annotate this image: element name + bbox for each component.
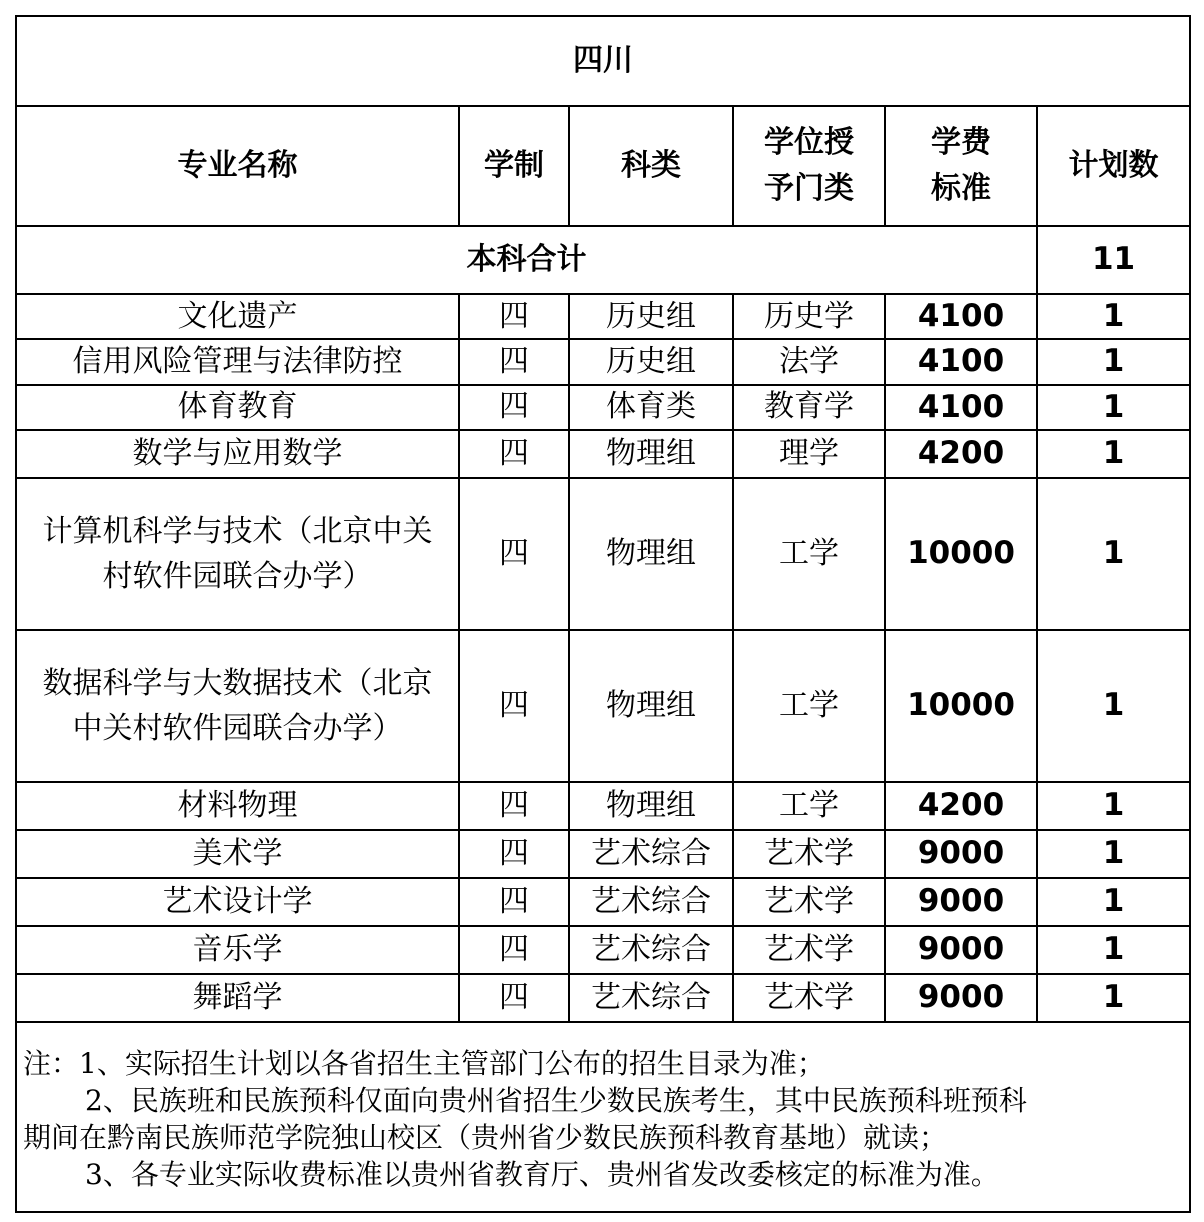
table-row xyxy=(16,430,1190,478)
fee-cell: 9000 xyxy=(885,926,1037,974)
years-cell: 四 xyxy=(459,430,569,478)
major-name xyxy=(16,630,459,782)
note-line-1: 注：1、实际招生计划以各省招生主管部门公布的招生目录为准； xyxy=(23,1047,825,1081)
table-row xyxy=(16,385,1190,430)
table-row xyxy=(16,478,1190,630)
degree-cell: 艺术学 xyxy=(733,974,885,1022)
years-cell: 四 xyxy=(459,294,569,339)
header-plan: 计划数 xyxy=(1037,106,1190,226)
plan-cell: 1 xyxy=(1037,926,1190,974)
major-name: 音乐学 xyxy=(16,926,459,974)
degree-cell: 工学 xyxy=(733,782,885,830)
category-cell: 历史组 xyxy=(569,294,733,339)
header-fee-line2: 标准 xyxy=(931,171,991,206)
category-cell: 艺术综合 xyxy=(569,926,733,974)
header-degree xyxy=(733,106,885,226)
admission-plan-table xyxy=(15,15,1191,1213)
notes xyxy=(16,1022,1190,1212)
years-cell: 四 xyxy=(459,630,569,782)
degree-cell: 理学 xyxy=(733,430,885,478)
note-line-4: 3、各专业实际收费标准以贵州省教育厅、贵州省发改委核定的标准为准。 xyxy=(85,1158,999,1192)
years-cell: 四 xyxy=(459,339,569,384)
table-row xyxy=(16,782,1190,830)
category-cell: 历史组 xyxy=(569,339,733,384)
years-cell: 四 xyxy=(459,974,569,1022)
table-row xyxy=(16,878,1190,926)
plan-cell: 1 xyxy=(1037,430,1190,478)
fee-cell: 4100 xyxy=(885,339,1037,384)
major-name-line1: 计算机科学与技术（北京中关 xyxy=(42,514,433,550)
degree-cell: 艺术学 xyxy=(733,878,885,926)
table-row xyxy=(16,339,1190,384)
header-fee xyxy=(885,106,1037,226)
plan-cell: 1 xyxy=(1037,478,1190,630)
degree-cell: 法学 xyxy=(733,339,885,384)
category-cell: 物理组 xyxy=(569,478,733,630)
category-cell: 物理组 xyxy=(569,630,733,782)
table-row xyxy=(16,630,1190,782)
plan-cell: 1 xyxy=(1037,974,1190,1022)
table-title: 四川 xyxy=(16,16,1190,106)
header-years: 学制 xyxy=(459,106,569,226)
table-body xyxy=(16,294,1190,1022)
note-line-3: 期间在黔南民族师范学院独山校区（贵州省少数民族预科教育基地）就读； xyxy=(23,1121,948,1155)
header-degree-line1: 学位授 xyxy=(764,124,854,160)
plan-cell: 1 xyxy=(1037,830,1190,878)
degree-cell: 艺术学 xyxy=(733,926,885,974)
total-value: 11 xyxy=(1037,226,1190,294)
total-label: 本科合计 xyxy=(16,226,1037,294)
fee-cell: 4200 xyxy=(885,782,1037,830)
major-name-line2: 中关村软件园联合办学） xyxy=(72,711,403,747)
degree-cell: 教育学 xyxy=(733,385,885,430)
header-row xyxy=(16,106,1190,226)
major-name xyxy=(16,478,459,630)
major-name-line1: 数据科学与大数据技术（北京 xyxy=(42,666,433,702)
fee-cell: 10000 xyxy=(885,630,1037,782)
major-name: 文化遗产 xyxy=(16,294,459,339)
plan-cell: 1 xyxy=(1037,630,1190,782)
degree-cell: 历史学 xyxy=(733,294,885,339)
degree-cell: 艺术学 xyxy=(733,830,885,878)
notes-row xyxy=(16,1022,1190,1212)
fee-cell: 4100 xyxy=(885,294,1037,339)
major-name: 艺术设计学 xyxy=(16,878,459,926)
category-cell: 物理组 xyxy=(569,782,733,830)
years-cell: 四 xyxy=(459,478,569,630)
fee-cell: 10000 xyxy=(885,478,1037,630)
fee-cell: 4100 xyxy=(885,385,1037,430)
years-cell: 四 xyxy=(459,782,569,830)
title-row xyxy=(16,16,1190,106)
major-name-line2: 村软件园联合办学） xyxy=(102,559,373,595)
category-cell: 艺术综合 xyxy=(569,878,733,926)
category-cell: 体育类 xyxy=(569,385,733,430)
years-cell: 四 xyxy=(459,926,569,974)
degree-cell: 工学 xyxy=(733,630,885,782)
degree-cell: 工学 xyxy=(733,478,885,630)
plan-cell: 1 xyxy=(1037,782,1190,830)
note-line-2: 2、民族班和民族预科仅面向贵州省招生少数民族考生，其中民族预科班预科 xyxy=(85,1084,1027,1118)
major-name: 数学与应用数学 xyxy=(16,430,459,478)
fee-cell: 4200 xyxy=(885,430,1037,478)
plan-cell: 1 xyxy=(1037,878,1190,926)
major-name: 美术学 xyxy=(16,830,459,878)
major-name: 体育教育 xyxy=(16,385,459,430)
category-cell: 艺术综合 xyxy=(569,974,733,1022)
fee-cell: 9000 xyxy=(885,830,1037,878)
fee-cell: 9000 xyxy=(885,974,1037,1022)
fee-cell: 9000 xyxy=(885,878,1037,926)
category-cell: 艺术综合 xyxy=(569,830,733,878)
major-name: 材料物理 xyxy=(16,782,459,830)
total-row xyxy=(16,226,1190,294)
table-row xyxy=(16,294,1190,339)
header-category: 科类 xyxy=(569,106,733,226)
major-name: 舞蹈学 xyxy=(16,974,459,1022)
plan-cell: 1 xyxy=(1037,294,1190,339)
years-cell: 四 xyxy=(459,878,569,926)
major-name: 信用风险管理与法律防控 xyxy=(16,339,459,384)
header-major: 专业名称 xyxy=(16,106,459,226)
header-degree-line2: 予门类 xyxy=(764,171,854,206)
category-cell: 物理组 xyxy=(569,430,733,478)
plan-cell: 1 xyxy=(1037,385,1190,430)
table-row xyxy=(16,830,1190,878)
years-cell: 四 xyxy=(459,385,569,430)
years-cell: 四 xyxy=(459,830,569,878)
plan-cell: 1 xyxy=(1037,339,1190,384)
table-row xyxy=(16,974,1190,1022)
table-row xyxy=(16,926,1190,974)
header-fee-line1: 学费 xyxy=(931,124,991,160)
